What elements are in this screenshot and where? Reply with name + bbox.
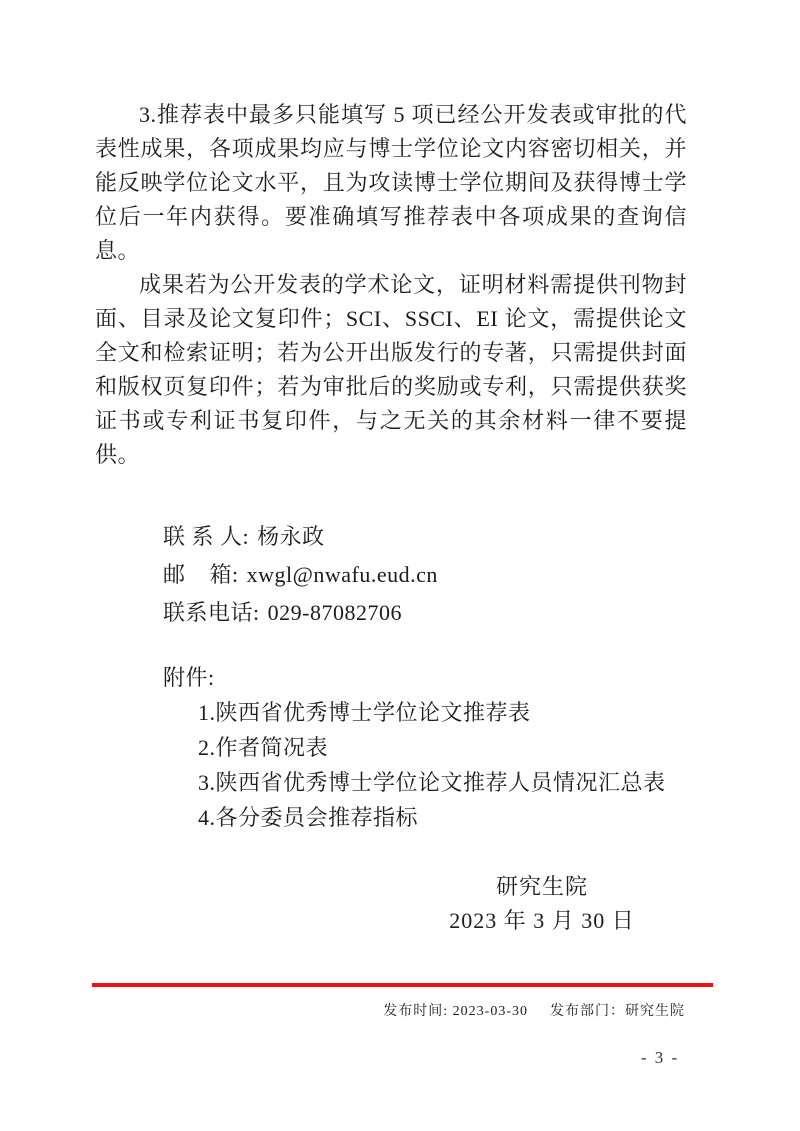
footer-meta	[95, 1000, 685, 1020]
contact-block	[163, 518, 438, 632]
publish-time: 发布时间: 2023-03-30	[383, 1004, 528, 1019]
paragraph: 成果若为公开发表的学术论文，证明材料需提供刊物封面、目录及论文复印件；SCI、SSCI、EI 论文，需提供论文全文和检索证明；若为公开出版发行的专著，只需提供封面和版权页复印件；若为审批后的奖励或专利，只需提供获奖证书或专利证书复印件，与之无关的其余材料一律不要提供。	[95, 272, 687, 467]
document-body	[95, 98, 687, 472]
attachment-item: 4.各分委员会推荐指标	[198, 805, 419, 830]
contact-line	[163, 518, 438, 556]
footer-divider	[92, 983, 713, 987]
attachment-item: 3.陕西省优秀博士学位论文推荐人员情况汇总表	[198, 770, 666, 795]
signature-issuer: 研究生院	[495, 874, 588, 899]
attachments-block	[163, 660, 666, 835]
attachment-item: 2.作者简况表	[198, 735, 329, 760]
publish-dept: 发布部门：研究生院	[550, 1004, 685, 1019]
paragraph: 3.推荐表中最多只能填写 5 项已经公开发表或审批的代表性成果，各项成果均应与博士学位论文内容密切相关，并能反映学位论文水平，且为攻读博士学位期间及获得博士学位后一年内获得。要准确填写推荐表中各项成果的查询信息。	[95, 102, 687, 263]
contact-email-value: xwgl@nwafu.eud.cn	[246, 562, 438, 587]
contact-line	[163, 594, 438, 632]
contact-email-label: 邮 箱:	[163, 562, 245, 587]
contact-phone-value: 029-87082706	[267, 600, 402, 625]
contact-person-value: 杨永政	[257, 524, 325, 549]
signature-date: 2023 年 3 月 30 日	[449, 908, 635, 933]
page-number: - 3 -	[640, 1048, 680, 1067]
attachment-item: 1.陕西省优秀博士学位论文推荐表	[198, 700, 531, 725]
contact-phone-label: 联系电话:	[163, 600, 266, 625]
attachment-list	[163, 695, 666, 835]
contact-line	[163, 556, 438, 594]
signature-inner	[417, 870, 667, 938]
attachments-heading: 附件:	[163, 665, 215, 690]
signature-block	[95, 870, 685, 938]
contact-person-label: 联 系 人:	[163, 524, 256, 549]
